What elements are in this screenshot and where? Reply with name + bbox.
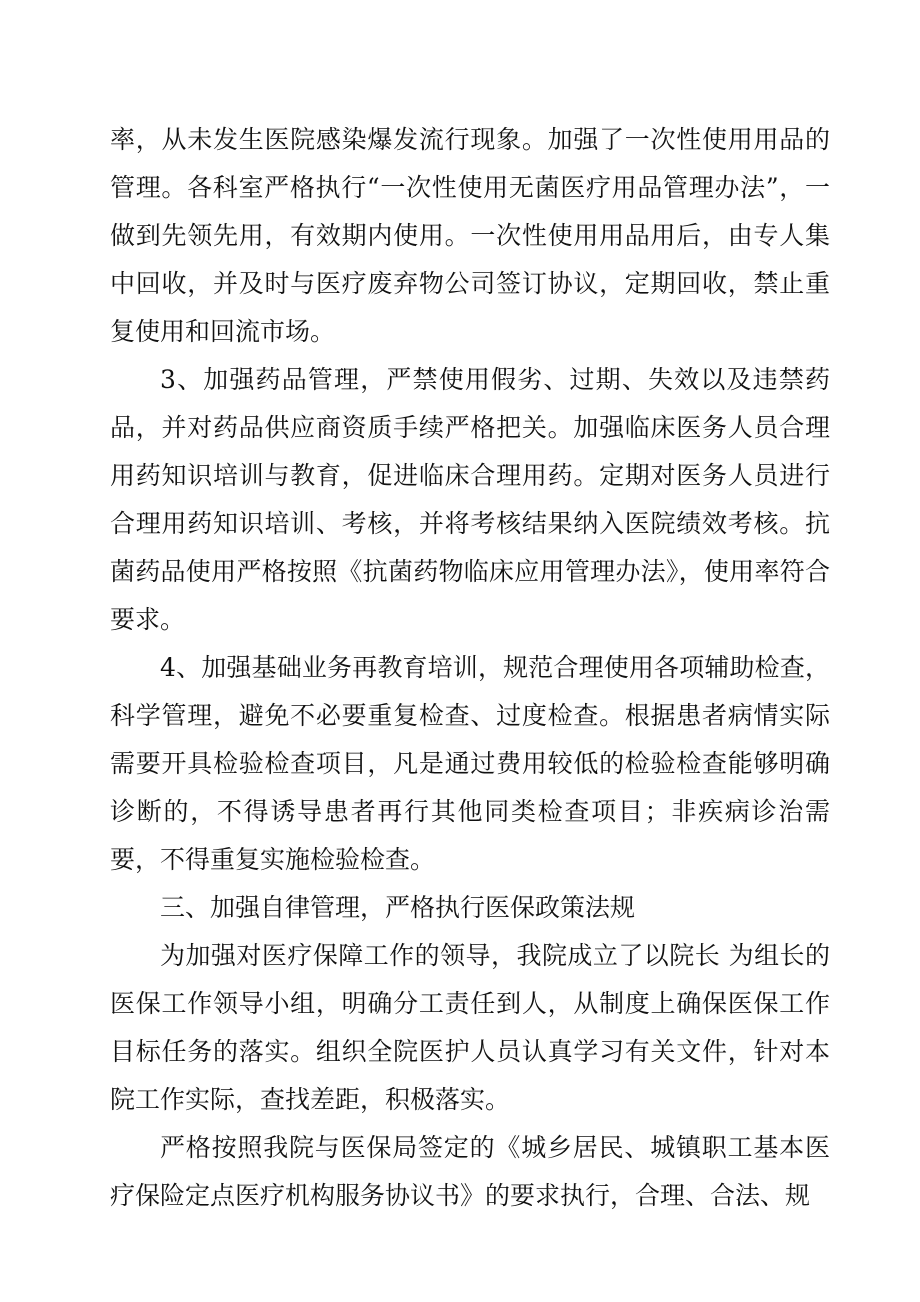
paragraph-continuation: 率，从未发生医院感染爆发流行现象。加强了一次性使用用品的管理。各科室严格执行“一次性使用无菌医疗用品管理办法”，一做到先领先用，有效期内使用。一次性使用用品用后，由专人集中回收，并及时与医疗废弃物公司签订协议，定期回收，禁止重复使用和回流市场。 <box>110 125 830 346</box>
section-heading: 三、加强自律管理，严格执行医保政策法规 <box>160 893 636 922</box>
paragraph-leadership-group: 为加强对医疗保障工作的领导，我院成立了以院长 为组长的医保工作领导小组，明确分工责任到人，从制度上确保医保工作目标任务的落实。组织全院医护人员认真学习有关文件，针对本院工作实际，查找差距，积极落实。 <box>110 941 830 1114</box>
document-body <box>110 116 830 1220</box>
paragraph-item-4-training: 4、加强基础业务再教育培训，规范合理使用各项辅助检查，科学管理，避免不必要重复检查、过度检查。根据患者病情实际需要开具检验检查项目，凡是通过费用较低的检验检查能够明确诊断的，不得诱导患者再行其他同类检查项目；非疾病诊治需要，不得重复实施检验检查。 <box>110 653 830 874</box>
paragraph-service-agreement: 严格按照我院与医保局签定的《城乡居民、城镇职工基本医疗保险定点医疗机构服务协议书》的要求执行，合理、合法、规 <box>110 1133 830 1210</box>
paragraph-item-3-drug-management: 3、加强药品管理，严禁使用假劣、过期、失效以及违禁药品，并对药品供应商资质手续严格把关。加强临床医务人员合理用药知识培训与教育，促进临床合理用药。定期对医务人员进行合理用药知识培训、考核，并将考核结果纳入医院绩效考核。抗菌药品使用严格按照《抗菌药物临床应用管理办法》，使用率符合要求。 <box>110 365 830 634</box>
